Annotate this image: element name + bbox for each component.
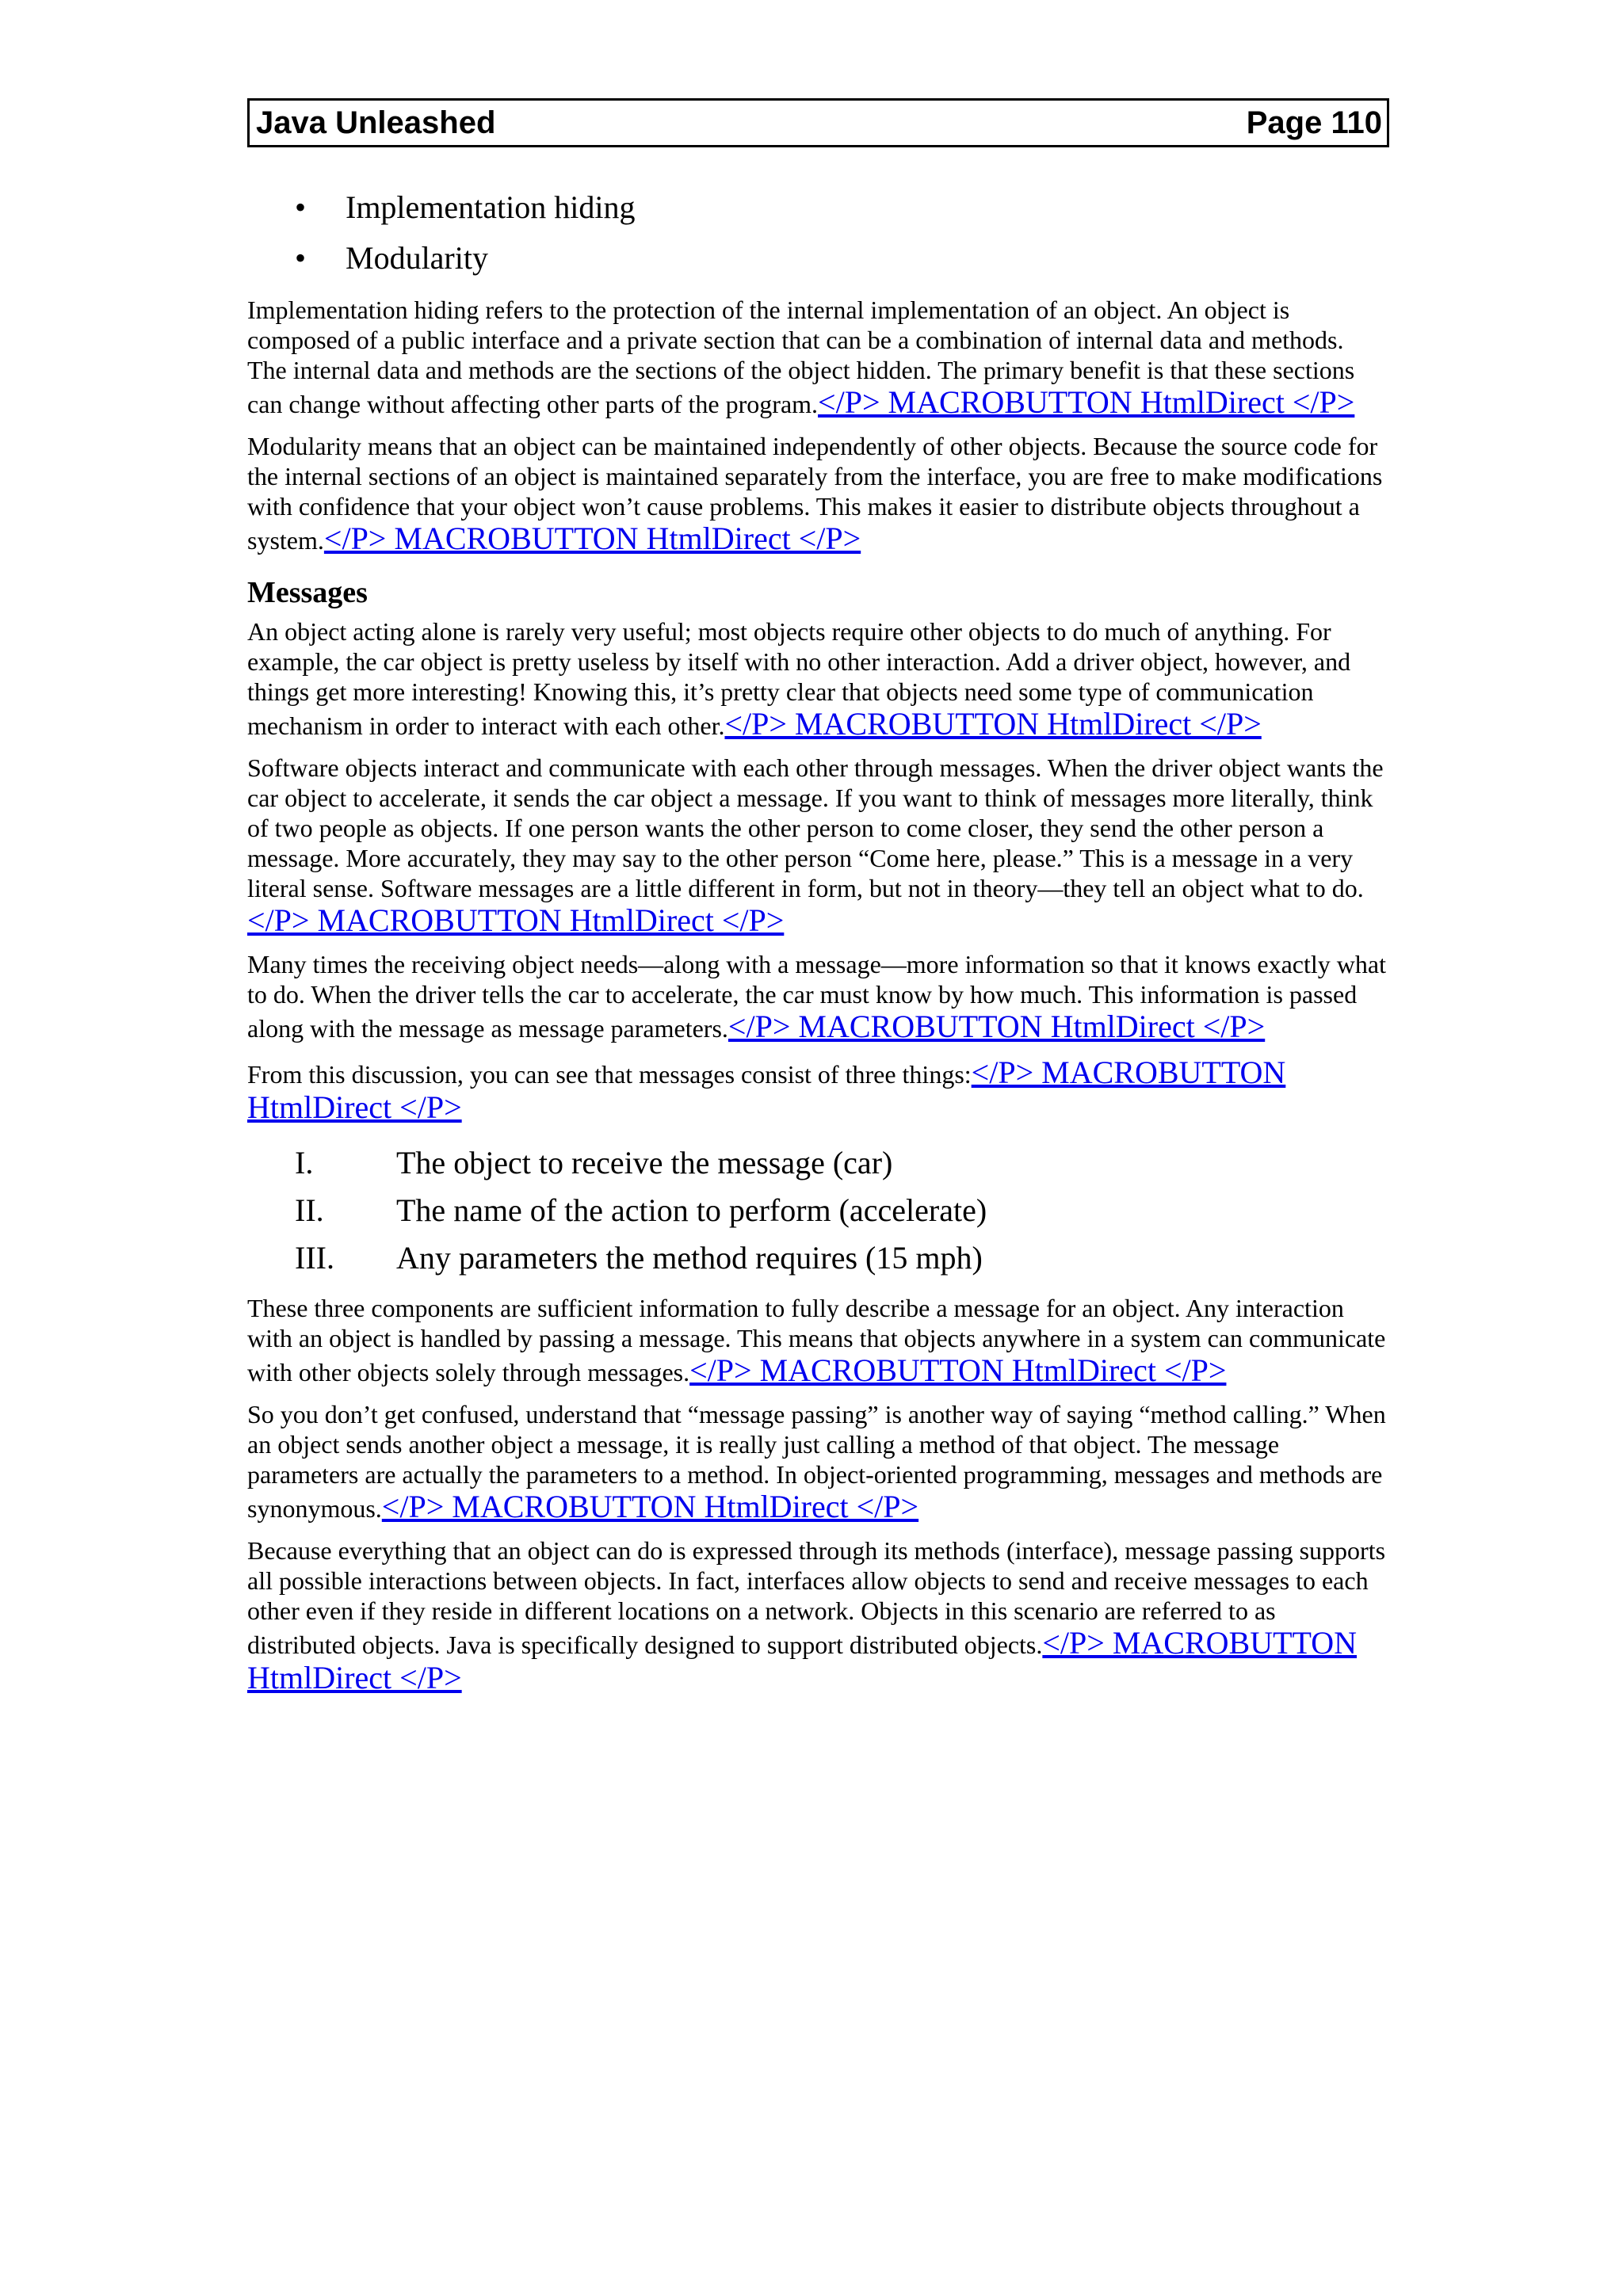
book-title: Java Unleashed [256,105,496,140]
document-page [247,98,1388,1695]
page-number: Page 110 [1246,105,1382,140]
bullet-icon: • [295,189,307,225]
paragraph: An object acting alone is rarely very useful; most objects require other objects to do much of anything. For example, the car object is pretty useless by itself with no other interaction. Add a driver object, however, and things get more interesting! Knowing this, it’s pretty clear that objects need some type of communication mechanism in order to interact with each other.</P> MACROBUTTON HtmlDirect </P> [247,617,1351,742]
numbered-list [247,1139,1388,1282]
html-direct-link[interactable]: </P> MACROBUTTON HtmlDirect </P> [323,521,861,556]
paragraph: Many times the receiving object needs—along with a message—more information so that it knows exactly what to do. When the driver tells the car to accelerate, the car must know by how much. This information is passed along with the message as message parameters.</P> MACROBUTTON HtmlDirect </P> [247,950,1386,1044]
html-direct-link[interactable]: </P> MACROBUTTON HtmlDirect </P> [247,902,785,938]
section-heading: Messages [247,576,368,609]
paragraph: Modularity means that an object can be maintained independently of other objects. Because the source code for the internal sections of an object is maintained separately from the interface, you are free to make modifications with confidence that your object won’t cause problems. This makes it easier to distribute objects throughout a system.</P> MACROBUTTON HtmlDirect </P> [247,432,1383,556]
html-direct-link[interactable]: </P> MACROBUTTON HtmlDirect </P> [724,706,1262,742]
list-number: I. [295,1145,314,1180]
list-item: • Modularity [247,233,1388,284]
html-direct-link[interactable]: </P> MACROBUTTON HtmlDirect </P> [381,1489,919,1524]
list-number: II. [295,1192,324,1228]
bullet-list [247,182,1388,284]
paragraph: Software objects interact and communicate with each other through messages. When the driver object wants the car object to accelerate, it sends the car object a message. If you want to think of messages more literally, think of two people as objects. If one person wants the other person to come closer, they send the other person a message. More accurately, they may say to the other person “Come here, please.” This is a message in a very literal sense. Software messages are a little different in form, but not in theory—they tell an object what to do.</P> MACROBUTTON HtmlDirect </P> [247,753,1384,938]
paragraph: Implementation hiding refers to the protection of the internal implementation of an object. An object is composed of a public interface and a private section that can be a combination of internal data and methods. The internal data and methods are the sections of the object hidden. The primary benefit is that these sections can change without affecting other parts of the program.</P> MACROBUTTON HtmlDirect </P> [247,296,1355,420]
html-direct-link[interactable]: </P> MACROBUTTON HtmlDirect </P> [818,384,1355,420]
html-direct-link[interactable]: </P> MACROBUTTON HtmlDirect </P> [247,1055,1286,1125]
list-number: III. [295,1240,334,1276]
bullet-icon: • [295,240,307,276]
paragraph: These three components are sufficient information to fully describe a message for an object. Any interaction with an object is handled by passing a message. This means that objects anywhere in a system can communicate with other objects solely through messages.</P> MACROBUTTON HtmlDirect </P> [247,1294,1386,1388]
list-item: I. The object to receive the message (car) [247,1139,1388,1187]
html-direct-link[interactable]: </P> MACROBUTTON HtmlDirect </P> [247,1625,1358,1695]
paragraph: Because everything that an object can do is expressed through its methods (interface), message passing supports all possible interactions between objects. In fact, interfaces allow objects to send and receive messages to each other even if they reside in different locations on a network. Objects in this scenario are referred to as distributed objects. Java is specifically designed to support distributed objects.</P> MACROBUTTON HtmlDirect </P> [247,1536,1386,1695]
list-item: • Implementation hiding [247,182,1388,233]
html-direct-link[interactable]: </P> MACROBUTTON HtmlDirect </P> [689,1352,1227,1388]
paragraph: So you don’t get confused, understand that “message passing” is another way of saying “method calling.” When an object sends another object a message, it is really just calling a method of that object. The message parameters are actually the parameters to a method. In object-oriented programming, messages and methods are synonymous.</P> MACROBUTTON HtmlDirect </P> [247,1400,1386,1524]
paragraph: From this discussion, you can see that messages consist of three things:</P> MACROBUTTON HtmlDirect </P> [247,1055,1286,1125]
list-item: II. The name of the action to perform (accelerate) [247,1187,1388,1234]
list-item: III. Any parameters the method requires (15 mph) [247,1234,1388,1282]
page-header [247,98,1389,147]
html-direct-link[interactable]: </P> MACROBUTTON HtmlDirect </P> [727,1009,1266,1044]
